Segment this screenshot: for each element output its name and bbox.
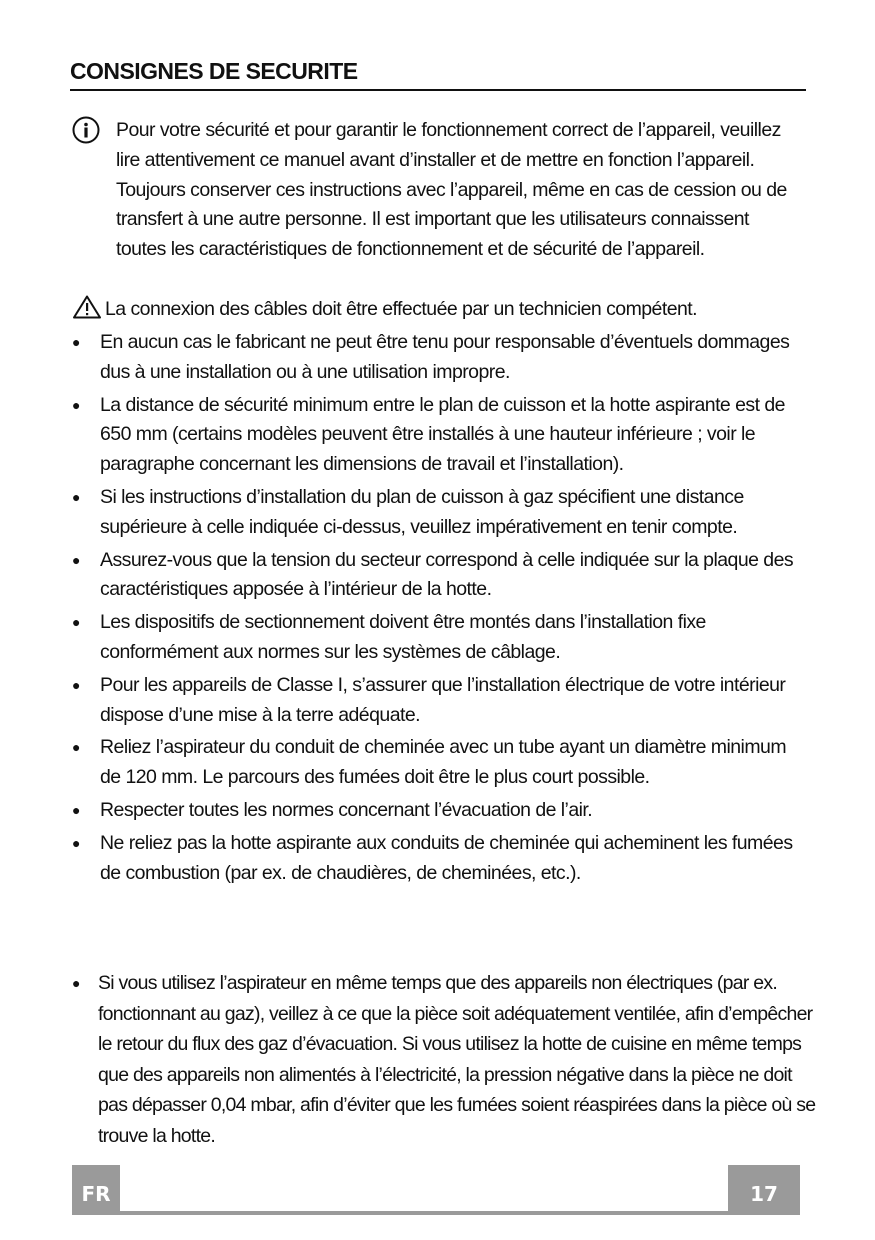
last-bullet-text: Si vous utilisez l’aspirateur en même temps que des appareils non électriques (par ex. fonctionnant au gaz), veillez à ce que la pièce soit adéquatement ventilée, afin d’empêcher le retour du flux des gaz d’évacuation. Si vous utilisez la hotte de cuisine en même temps que des appareils non alimentés à l’électricité, la pression négative dans la pièce ne doit pas dépasser 0,04 mbar, afin d’éviter que les fumées soient réaspirées dans la pièce où se trouve la hotte. xyxy=(98,972,816,1147)
bullet-icon: ● xyxy=(72,676,81,693)
bullet-icon: ● xyxy=(72,488,81,505)
list-item: ● Assurez-vous que la tension du secteur correspond à celle indiquée sur la plaque des caractéristiques apposée à l’intérieur de la hotte. xyxy=(72,546,797,606)
intro-text: Pour votre sécurité et pour garantir le fonctionnement correct de l’appareil, veuillez lire attentivement ce manuel avant d’installer et de mettre en fonction l’appareil. Toujours conserver ces instructions avec l’appareil, même en cas de cession ou de transfert à une autre personne. Il est important que les utilisateurs connaissent toutes les caractéristiques de fonctionnement et de sécurité de l’appareil. xyxy=(116,119,787,261)
footer-bar xyxy=(72,1211,800,1215)
warning-icon xyxy=(72,295,105,319)
bullet-icon: ● xyxy=(72,975,81,991)
list-item: ● En aucun cas le fabricant ne peut être tenu pour responsable d’éventuels dommages dus à une installation ou à une utilisation impropre. xyxy=(72,328,797,388)
bullet-icon: ● xyxy=(72,739,81,756)
bullet-icon: ● xyxy=(72,614,81,631)
bullet-icon: ● xyxy=(72,334,81,350)
bullet-icon: ● xyxy=(72,551,81,568)
language-badge: FR xyxy=(72,1165,120,1215)
intro-notice xyxy=(72,116,792,265)
bullet-icon: ● xyxy=(72,396,81,413)
page-footer xyxy=(72,1165,800,1215)
list-item: ● Ne reliez pas la hotte aspirante aux conduits de cheminée qui acheminent les fumées de combustion (par ex. de chaudières, de cheminées, etc.). xyxy=(72,829,797,889)
list-item: ● Si les instructions d’installation du plan de cuisson à gaz spécifient une distance supérieure à celle indiquée ci-dessus, veuillez impérativement en tenir compte. xyxy=(72,483,797,543)
bullet-icon: ● xyxy=(72,801,81,818)
info-icon xyxy=(72,116,100,144)
warning-text: La connexion des câbles doit être effectuée par un technicien compétent. xyxy=(105,298,698,320)
page-number: 17 xyxy=(728,1165,800,1215)
page-title: CONSIGNES DE SECURITE xyxy=(70,58,806,91)
safety-list xyxy=(72,328,797,891)
warning-notice xyxy=(72,295,812,325)
list-item: ● Respecter toutes les normes concernant l’évacuation de l’air. xyxy=(72,796,797,826)
list-item: ● Pour les appareils de Classe I, s’assurer que l’installation électrique de votre intérieur dispose d’une mise à la terre adéquate. xyxy=(72,671,797,731)
bullet-icon: ● xyxy=(72,834,81,851)
list-item: ● Les dispositifs de sectionnement doivent être montés dans l’installation fixe conformément aux normes sur les systèmes de câblage. xyxy=(72,608,797,668)
list-item-last xyxy=(72,968,817,1151)
list-item: ● La distance de sécurité minimum entre le plan de cuisson et la hotte aspirante est de 650 mm (certains modèles peuvent être installés à une hauteur inférieure ; voir le paragraphe concernant les dimensions de travail et l’installation). xyxy=(72,391,797,480)
list-item: ● Reliez l’aspirateur du conduit de cheminée avec un tube ayant un diamètre minimum de 120 mm. Le parcours des fumées doit être le plus court possible. xyxy=(72,733,797,793)
